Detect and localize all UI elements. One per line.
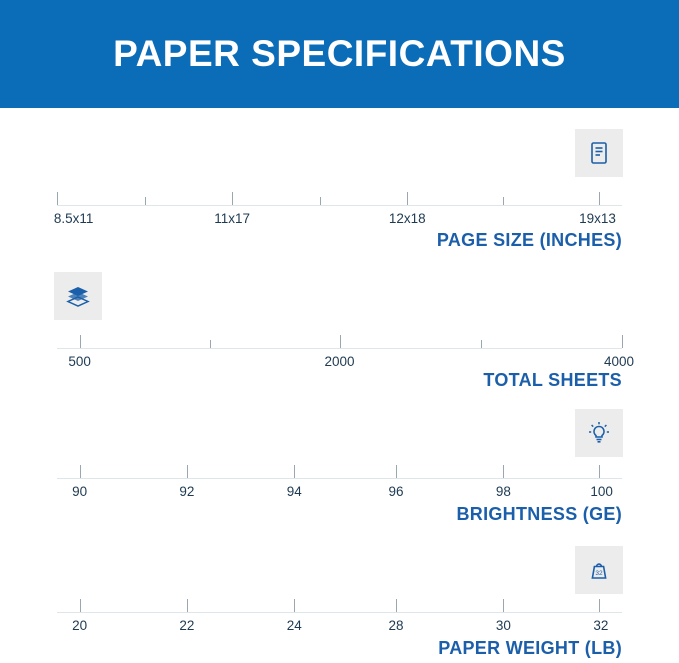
axis-tick <box>599 192 600 205</box>
axis-tick <box>80 335 81 348</box>
axis-tick <box>294 599 295 612</box>
axis-page-size <box>53 205 622 226</box>
page-title: PAPER SPECIFICATIONS <box>113 33 566 74</box>
axis-tick-label: 2000 <box>324 354 355 369</box>
spec-label-paper-weight: PAPER WEIGHT (LB) <box>438 638 622 658</box>
axis-tick <box>187 465 188 478</box>
stack-icon <box>54 272 102 320</box>
document-icon <box>575 129 623 177</box>
axis-tick <box>80 465 81 478</box>
axis-tick-label: 19x13 <box>579 211 616 226</box>
axis-tick <box>599 465 600 478</box>
axis-tick <box>232 192 233 205</box>
axis-tick <box>57 192 58 205</box>
axis-tick-label: 500 <box>68 354 91 369</box>
weight-icon <box>575 546 623 594</box>
axis-tick-label: 24 <box>286 618 302 633</box>
axis-tick <box>407 192 408 205</box>
axis-tick-label: 28 <box>388 618 404 633</box>
axis-tick <box>187 599 188 612</box>
axis-tick-label: 90 <box>72 484 88 499</box>
axis-tick-label: 22 <box>179 618 195 633</box>
axis-tick-label: 32 <box>593 618 609 633</box>
axis-tick <box>396 465 397 478</box>
axis-tick <box>503 465 504 478</box>
spec-label-brightness: BRIGHTNESS (GE) <box>456 504 622 524</box>
spec-label-page-size: PAGE SIZE (INCHES) <box>436 230 622 250</box>
axis-tick-label: 92 <box>179 484 195 499</box>
spec-label-total-sheets: TOTAL SHEETS <box>483 370 622 390</box>
axis-tick <box>396 599 397 612</box>
axis-tick-label: 96 <box>388 484 404 499</box>
axis-tick-label: 30 <box>495 618 511 633</box>
spec-block-page-size <box>0 120 679 258</box>
spec-block-total-sheets <box>0 258 679 396</box>
axis-tick <box>599 599 600 612</box>
axis-tick-label: 8.5x11 <box>53 211 94 226</box>
spec-block-brightness <box>0 396 679 534</box>
axis-tick-label: 4000 <box>603 354 635 369</box>
axis-tick <box>80 599 81 612</box>
axis-total-sheets <box>57 348 635 369</box>
axis-tick <box>481 340 482 348</box>
axis-paper-weight <box>57 612 622 633</box>
axis-brightness <box>57 478 622 499</box>
axis-tick-label: 12x18 <box>388 211 426 226</box>
axis-tick-label: 94 <box>286 484 302 499</box>
lightbulb-icon <box>575 409 623 457</box>
header-banner <box>0 0 679 108</box>
axis-tick <box>340 335 341 348</box>
axis-tick-label: 98 <box>495 484 511 499</box>
axis-tick <box>320 197 321 205</box>
axis-tick <box>145 197 146 205</box>
axis-tick <box>503 197 504 205</box>
svg-text:32: 32 <box>595 570 603 578</box>
spec-block-paper-weight <box>0 534 679 663</box>
axis-tick <box>210 340 211 348</box>
axis-tick <box>503 599 504 612</box>
axis-tick-label: 100 <box>590 484 613 499</box>
axis-tick <box>622 335 623 348</box>
axis-tick <box>294 465 295 478</box>
axis-tick-label: 20 <box>72 618 88 633</box>
axis-tick-label: 11x17 <box>214 211 251 226</box>
